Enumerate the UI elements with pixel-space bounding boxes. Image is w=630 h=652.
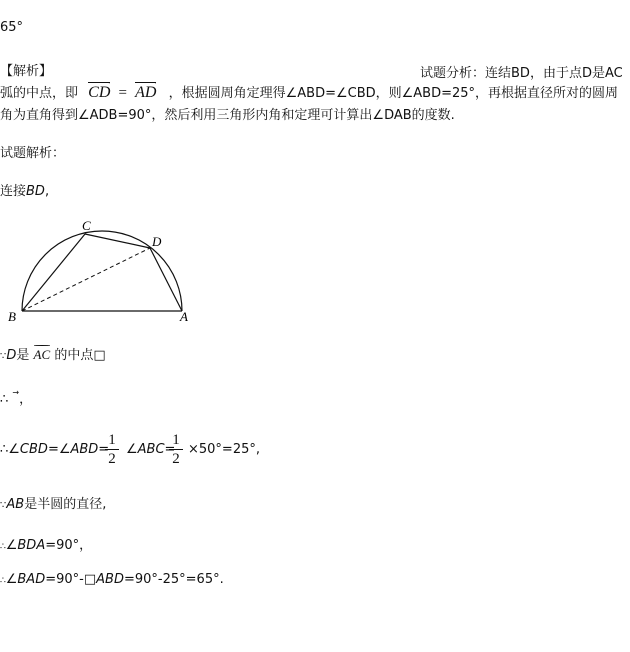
step1-box: □ <box>93 348 106 363</box>
step6-value2: =90°-25°=65°. <box>123 572 224 587</box>
chord-da <box>150 248 182 311</box>
step5-line <box>0 534 92 553</box>
step3-expr1: ∠CBD=∠ABD= <box>8 442 110 457</box>
section-label: 【解析】 <box>0 64 53 79</box>
step1-var-d: D <box>6 348 17 363</box>
therefore-symbol: ∴ <box>0 392 9 407</box>
step6-angle: ∠BAD <box>5 572 46 587</box>
label-d: D <box>152 234 162 249</box>
frac2-numerator: 1 <box>172 432 180 448</box>
step1-line <box>0 344 106 363</box>
step4-line <box>0 493 106 512</box>
therefore-symbol: ∴ <box>0 542 6 552</box>
step5-angle: ∠BDA <box>5 538 46 553</box>
therefore-symbol: ∴ <box>0 442 9 457</box>
frac1-numerator: 1 <box>108 432 116 448</box>
therefore-symbol: ∴ <box>0 576 6 586</box>
because-symbol: ∵ <box>0 500 7 511</box>
analysis-text-1: 连结BD，由于点D是AC <box>485 66 623 81</box>
label-b: B <box>8 309 16 324</box>
analysis-line-3: 角为直角得到∠ADB=90°，然后利用三角形内角和定理可计算出∠DAB的度数. <box>0 108 455 123</box>
solution-label: 试题解析： <box>0 146 66 161</box>
connect-var: BD <box>26 184 45 199</box>
analysis-label: 试题分析： <box>420 66 486 81</box>
step1-is: 是 <box>16 348 30 363</box>
because-symbol: ∵ <box>0 351 7 362</box>
equals-sign: = <box>118 85 127 101</box>
analysis-line-2 <box>0 78 619 102</box>
step4-var: AB <box>6 497 25 512</box>
step3-expr3: ×50°=25°, <box>188 442 261 457</box>
arc-ad: → AD <box>135 78 158 101</box>
step2-comma: ， <box>19 392 33 407</box>
step3-expr2: ∠ABC= <box>126 442 176 457</box>
frac2-denominator: 2 <box>172 451 180 467</box>
connect-prefix: 连接 <box>0 184 27 199</box>
step4-text: 是半圆的直径, <box>24 497 107 512</box>
frac1-denominator: 2 <box>108 451 116 467</box>
answer-text: 65° <box>0 20 24 35</box>
step6-angle2: ABD <box>96 572 124 587</box>
geometry-figure <box>0 210 200 330</box>
connect-suffix: , <box>44 184 50 199</box>
step6-box: □ <box>83 572 97 587</box>
step5-value: =90°， <box>45 538 93 553</box>
step3-line <box>0 442 109 457</box>
step2-arrow: → <box>12 388 20 397</box>
analysis-text-2b: ，根据圆周角定理得∠ABD=∠CBD，则∠ABD=25°，再根据直径所对的圆周 <box>168 86 619 101</box>
label-c: C <box>82 218 91 233</box>
label-a: A <box>180 309 188 324</box>
step1-rest: 的中点 <box>54 348 94 363</box>
fraction-half-2 <box>169 432 183 467</box>
step2-line <box>0 388 32 407</box>
arc-cd: → CD <box>88 78 112 101</box>
dashed-bd <box>22 248 150 311</box>
connect-line <box>0 180 49 199</box>
step6-line <box>0 572 224 587</box>
step6-value: =90°- <box>45 572 84 587</box>
arc-ac: AC <box>33 347 51 362</box>
analysis-text-2a: 弧的中点，即 <box>0 86 79 101</box>
fraction-half-1 <box>105 432 119 467</box>
analysis-line-1 <box>420 62 623 81</box>
